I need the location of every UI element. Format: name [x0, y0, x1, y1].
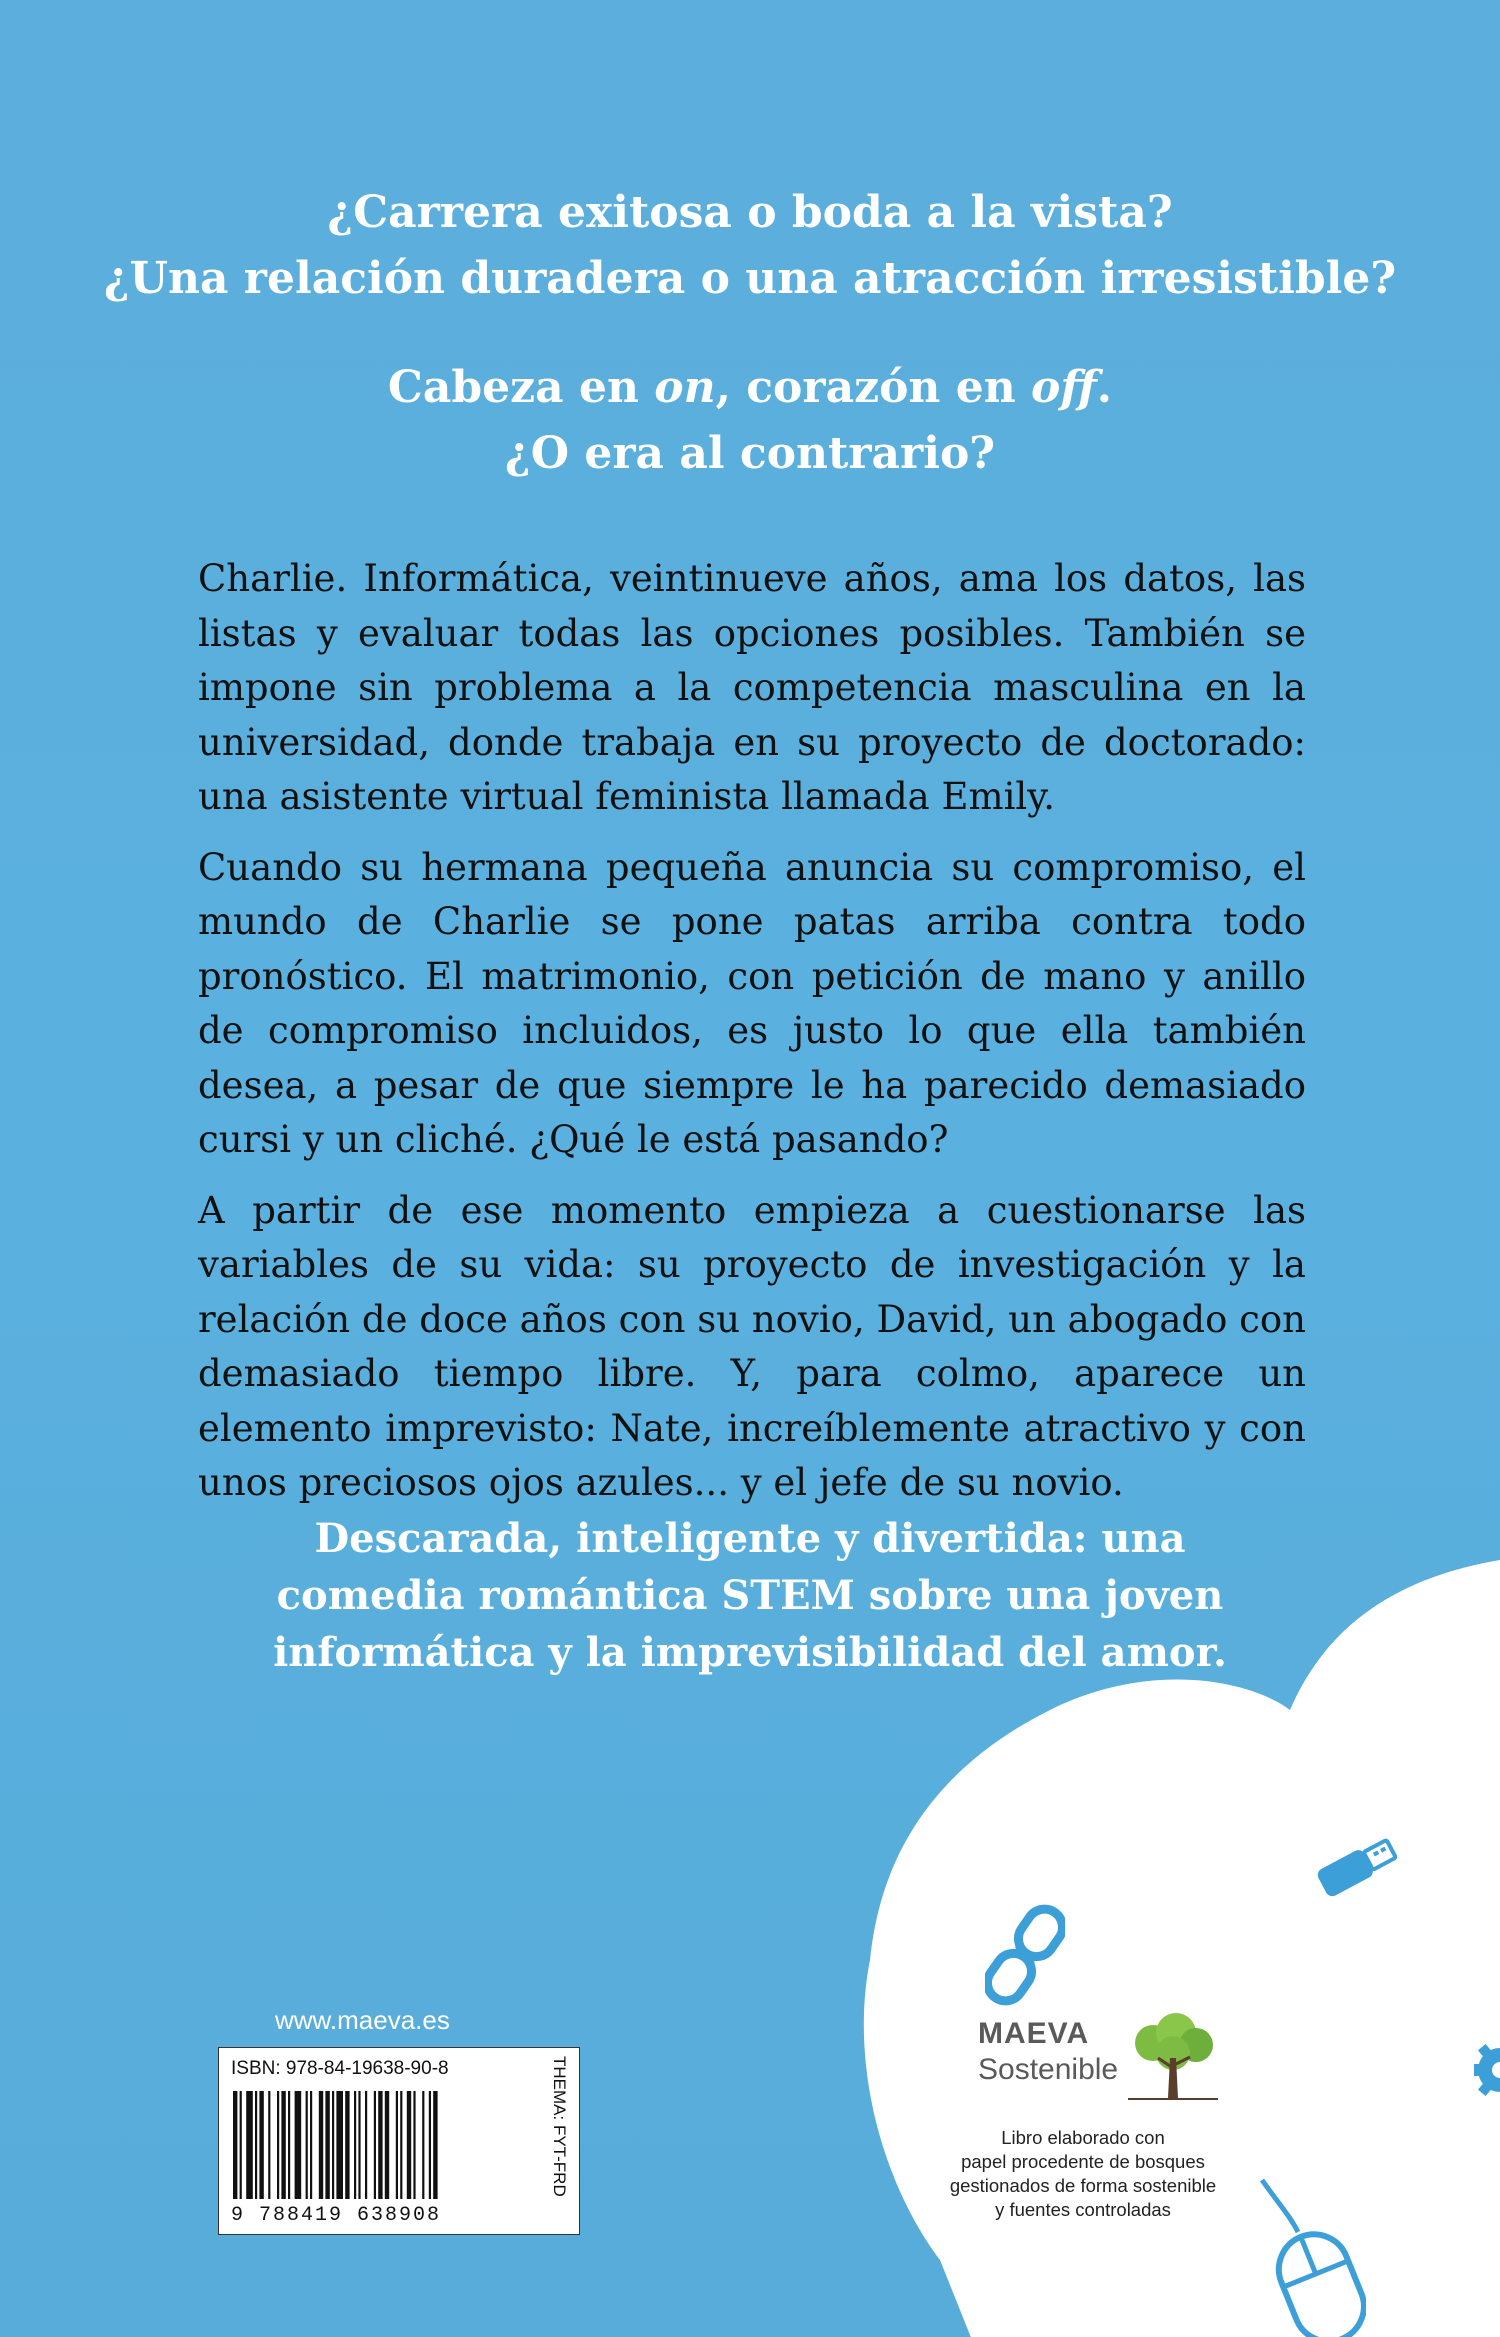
synopsis [198, 552, 1306, 1527]
computer-mouse-icon [1256, 2176, 1366, 2337]
closing-line: comedia romántica STEM sobre una joven [276, 1572, 1224, 1619]
thema-code: THEMA: FYT-FRD [550, 2056, 569, 2197]
barcode-label [218, 2047, 580, 2235]
hook-lines [0, 355, 1500, 487]
sustainability-line: gestionados de forma sostenible [949, 2175, 1217, 2196]
usb-drive-icon [1300, 1828, 1410, 1908]
synopsis-paragraph: A partir de ese momento empieza a cuestionarse las variables de su vida: su proyecto de investigación y la relación de doce años con su novio, David, un abogado con demasiado tiempo libre. Y, para colmo, aparece un elemento imprevisto: Nate, increíblemente atractivo y con unos preciosos ojos azules... y el jefe de su novio. [198, 1188, 1306, 1504]
closing-line: informática y la imprevisibilidad del amor. [273, 1629, 1227, 1676]
barcode-bars [231, 2091, 541, 2201]
sustainability-line: Libro elaborado con [1001, 2127, 1165, 2148]
gear-icon [1472, 2040, 1500, 2100]
sustainability-line: y fuentes controladas [995, 2199, 1171, 2220]
sustainability-note [928, 2126, 1238, 2222]
sostenible-label: Sostenible [978, 2053, 1119, 2086]
tagline-line-3: Cabeza en on, corazón en off. [387, 362, 1113, 413]
tagline-line-2: ¿Una relación duradera o una atracción irresistible? [103, 253, 1397, 304]
tagline-line-1: ¿Carrera exitosa o boda a la vista? [327, 187, 1173, 238]
synopsis-paragraph: Charlie. Informática, veintinueve años, ama los datos, las listas y evaluar todas las opciones posibles. También se impone sin problema a la competencia masculina en la universidad, donde trabaja en su proyecto de doctorado: una asistente virtual feminista llamada Emily. [198, 557, 1306, 818]
barcode-digits: 9 788419 638908 [231, 2204, 442, 2227]
sustainability-line: papel procedente de bosques [961, 2151, 1205, 2172]
tree-icon [1128, 2013, 1218, 2113]
synopsis-paragraph: Cuando su hermana pequeña anuncia su compromiso, el mundo de Charlie se pone patas arriba contra todo pronóstico. El matrimonio, con petición de mano y anillo de compromiso incluidos, es justo lo que ella también desea, a pesar de que siempre le ha parecido demasiado cursi y un cliché. ¿Qué le está pasando? [198, 845, 1306, 1161]
isbn-text: ISBN: 978-84-19638-90-8 [231, 2058, 449, 2079]
maeva-sostenible-logo [978, 2013, 1238, 2123]
website-url[interactable]: www.maeva.es [275, 2005, 450, 2035]
closing-line: Descarada, inteligente y divertida: una [314, 1515, 1186, 1562]
tagline-line-4: ¿O era al contrario? [504, 428, 996, 479]
maeva-brand: MAEVA [978, 2017, 1090, 2050]
opening-questions [0, 180, 1500, 312]
chain-link-icon [985, 1895, 1065, 2015]
